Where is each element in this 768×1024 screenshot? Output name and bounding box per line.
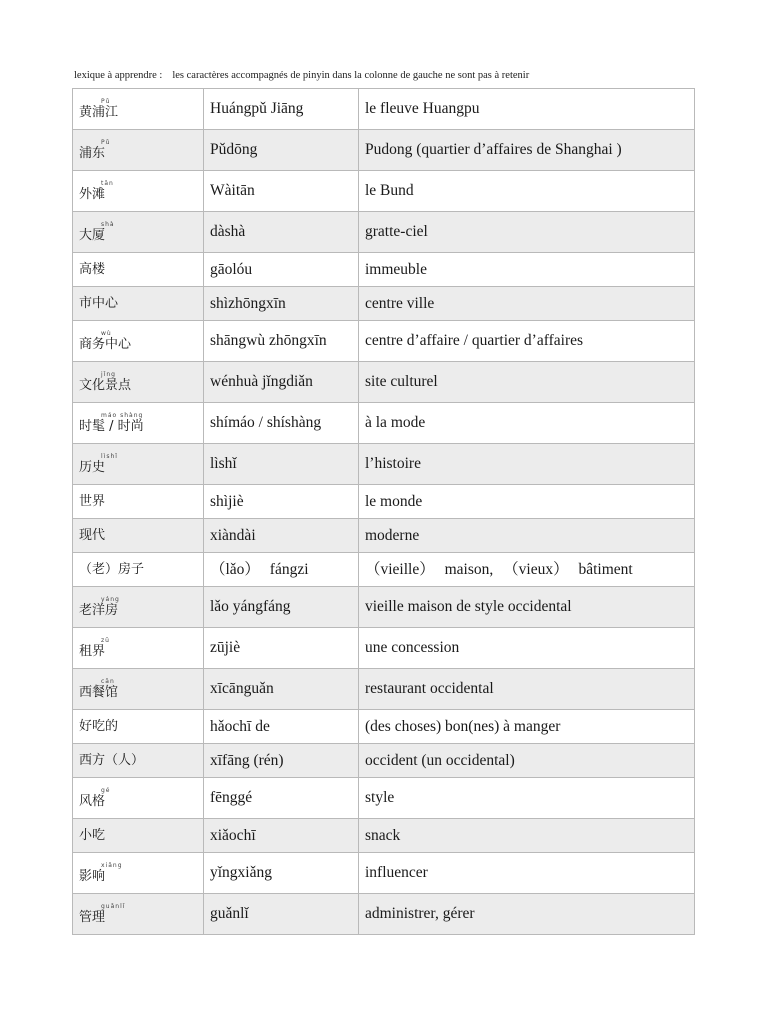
pinyin-cell: shāngwù zhōngxīn — [204, 321, 359, 362]
french-cell: style — [359, 778, 695, 819]
french-cell: snack — [359, 819, 695, 853]
hanzi-text: 大厦 — [79, 227, 106, 243]
french-cell: centre ville — [359, 287, 695, 321]
hanzi-text: 租界 — [79, 643, 106, 659]
pinyin-cell: （lǎo） fángzi — [204, 553, 359, 587]
french-cell: le Bund — [359, 171, 695, 212]
pinyin-cell: dàshà — [204, 212, 359, 253]
pinyin-annotation: shà — [101, 220, 115, 228]
table-row — [73, 819, 695, 853]
hanzi-text: 市中心 — [79, 295, 119, 311]
hanzi-cell — [73, 519, 204, 553]
hanzi-text: 文化景点 — [79, 377, 132, 393]
pinyin-cell: xiǎochī — [204, 819, 359, 853]
hanzi-text: 世界 — [79, 493, 106, 509]
table-row — [73, 287, 695, 321]
pinyin-annotation: yáng — [101, 595, 120, 603]
hanzi-text: 时髦 / 时尚 — [79, 418, 144, 434]
page-header — [74, 70, 714, 81]
hanzi-cell — [73, 778, 204, 819]
pinyin-annotation: cān — [101, 677, 115, 685]
header-title: lexique à apprendre : — [74, 70, 163, 81]
pinyin-cell: Pǔdōng — [204, 130, 359, 171]
hanzi-cell — [73, 628, 204, 669]
hanzi-text: 黄浦江 — [79, 104, 119, 120]
hanzi-text: 影响 — [79, 868, 106, 884]
french-cell: Pudong (quartier d’affaires de Shanghai ) — [359, 130, 695, 171]
hanzi-cell — [73, 444, 204, 485]
pinyin-cell: lǎo yángfáng — [204, 587, 359, 628]
table-row — [73, 744, 695, 778]
pinyin-annotation: Pǔ — [101, 138, 111, 146]
hanzi-cell — [73, 853, 204, 894]
table-row — [73, 778, 695, 819]
table-row — [73, 587, 695, 628]
table-row — [73, 519, 695, 553]
french-cell: une concession — [359, 628, 695, 669]
hanzi-cell — [73, 669, 204, 710]
pinyin-cell: xiàndài — [204, 519, 359, 553]
pinyin-cell: shìzhōngxīn — [204, 287, 359, 321]
hanzi-cell — [73, 253, 204, 287]
table-row — [73, 444, 695, 485]
pinyin-annotation: zū — [101, 636, 110, 644]
hanzi-text: 小吃 — [79, 827, 106, 843]
pinyin-cell: shímáo / shíshàng — [204, 403, 359, 444]
hanzi-text: 老洋房 — [79, 602, 119, 618]
table-row — [73, 894, 695, 935]
table-row — [73, 212, 695, 253]
table-row — [73, 89, 695, 130]
hanzi-cell — [73, 362, 204, 403]
hanzi-cell — [73, 553, 204, 587]
pinyin-annotation: guǎnlǐ — [101, 902, 126, 910]
pinyin-annotation: lìshǐ — [101, 452, 118, 460]
pinyin-annotation: tān — [101, 179, 114, 187]
table-row — [73, 853, 695, 894]
hanzi-cell — [73, 894, 204, 935]
french-cell: moderne — [359, 519, 695, 553]
table-row — [73, 171, 695, 212]
hanzi-cell — [73, 130, 204, 171]
hanzi-text: 现代 — [79, 527, 106, 543]
hanzi-text: 西餐馆 — [79, 684, 119, 700]
table-row — [73, 253, 695, 287]
hanzi-cell — [73, 587, 204, 628]
pinyin-annotation: gé — [101, 786, 111, 794]
french-cell: (des choses) bon(nes) à manger — [359, 710, 695, 744]
vocabulary-table — [72, 88, 695, 935]
pinyin-annotation: máo shàng — [101, 411, 144, 419]
hanzi-text: （老）房子 — [79, 561, 145, 577]
hanzi-cell — [73, 744, 204, 778]
french-cell: le fleuve Huangpu — [359, 89, 695, 130]
header-note: les caractères accompagnés de pinyin dans la colonne de gauche ne sont pas à retenir — [172, 70, 530, 81]
table-row — [73, 628, 695, 669]
hanzi-text: 外滩 — [79, 186, 106, 202]
hanzi-cell — [73, 287, 204, 321]
hanzi-text: 好吃的 — [79, 718, 119, 734]
hanzi-cell — [73, 171, 204, 212]
pinyin-cell: Huángpǔ Jiāng — [204, 89, 359, 130]
french-cell: site culturel — [359, 362, 695, 403]
hanzi-cell — [73, 485, 204, 519]
hanzi-cell — [73, 321, 204, 362]
pinyin-annotation: Pǔ — [101, 97, 111, 105]
french-cell: immeuble — [359, 253, 695, 287]
french-cell: le monde — [359, 485, 695, 519]
pinyin-annotation: wù — [101, 329, 112, 337]
hanzi-text: 历史 — [79, 459, 106, 475]
table-row — [73, 669, 695, 710]
table-row — [73, 403, 695, 444]
french-cell: gratte-ciel — [359, 212, 695, 253]
pinyin-cell: lìshǐ — [204, 444, 359, 485]
pinyin-cell: Wàitān — [204, 171, 359, 212]
pinyin-cell: gāolóu — [204, 253, 359, 287]
french-cell: restaurant occidental — [359, 669, 695, 710]
pinyin-cell: hǎochī de — [204, 710, 359, 744]
table-row — [73, 553, 695, 587]
pinyin-cell: guǎnlǐ — [204, 894, 359, 935]
hanzi-cell — [73, 819, 204, 853]
french-cell: l’histoire — [359, 444, 695, 485]
vocabulary-table-body — [73, 89, 695, 935]
french-cell: administrer, gérer — [359, 894, 695, 935]
pinyin-cell: shìjiè — [204, 485, 359, 519]
table-row — [73, 362, 695, 403]
table-row — [73, 485, 695, 519]
pinyin-cell: yǐngxiǎng — [204, 853, 359, 894]
pinyin-annotation: jǐng — [101, 370, 116, 378]
pinyin-cell: xīfāng (rén) — [204, 744, 359, 778]
hanzi-cell — [73, 89, 204, 130]
hanzi-text: 浦东 — [79, 145, 106, 161]
hanzi-cell — [73, 212, 204, 253]
french-cell: centre d’affaire / quartier d’affaires — [359, 321, 695, 362]
table-row — [73, 710, 695, 744]
hanzi-cell — [73, 710, 204, 744]
french-cell: à la mode — [359, 403, 695, 444]
pinyin-cell: xīcānguǎn — [204, 669, 359, 710]
pinyin-annotation: xiǎng — [101, 861, 123, 869]
table-row — [73, 130, 695, 171]
hanzi-text: 风格 — [79, 793, 106, 809]
hanzi-text: 高楼 — [79, 261, 106, 277]
french-cell: occident (un occidental) — [359, 744, 695, 778]
pinyin-cell: zūjiè — [204, 628, 359, 669]
hanzi-text: 管理 — [79, 909, 106, 925]
french-cell: influencer — [359, 853, 695, 894]
table-row — [73, 321, 695, 362]
hanzi-text: 商务中心 — [79, 336, 132, 352]
french-cell: （vieille） maison, （vieux） bâtiment — [359, 553, 695, 587]
pinyin-cell: fēnggé — [204, 778, 359, 819]
french-cell: vieille maison de style occidental — [359, 587, 695, 628]
hanzi-cell — [73, 403, 204, 444]
pinyin-cell: wénhuà jǐngdiǎn — [204, 362, 359, 403]
hanzi-text: 西方（人） — [79, 752, 145, 768]
